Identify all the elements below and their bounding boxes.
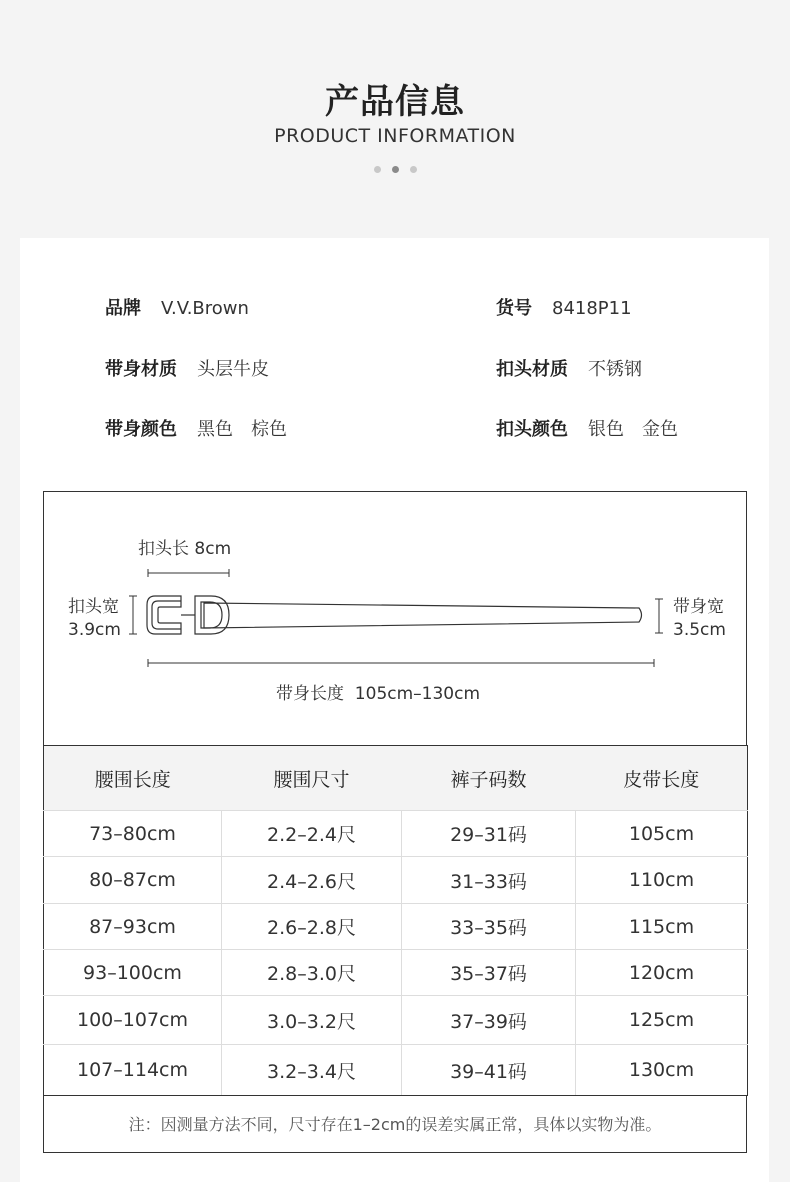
table-cell: 130cm (576, 1045, 748, 1096)
table-cell: 115cm (576, 904, 748, 950)
spec-value: 棕色 (251, 419, 287, 440)
strap-length-label: 带身长度 105cm–130cm (276, 684, 481, 704)
spec-buckle-color (496, 415, 678, 441)
spec-label: 扣头颜色 (496, 419, 568, 440)
table-cell: 39–41码 (402, 1045, 576, 1096)
column-header-waist-size: 腰围尺寸 (222, 746, 402, 811)
buckle-length-label: 扣头长 8cm (138, 539, 232, 559)
spec-brand (105, 294, 249, 320)
table-cell: 125cm (576, 996, 748, 1045)
table-cell: 2.2–2.4尺 (222, 811, 402, 857)
table-cell: 31–33码 (402, 857, 576, 904)
spec-label: 带身颜色 (105, 419, 177, 440)
measurement-note: 注：因测量方法不同，尺寸存在1–2cm的误差实属正常，具体以实物为准。 (43, 1095, 747, 1153)
size-table (43, 745, 748, 1096)
spec-buckle-material (496, 355, 642, 381)
dot (410, 166, 417, 173)
table-cell: 37–39码 (402, 996, 576, 1045)
spec-label: 扣头材质 (496, 359, 568, 380)
buckle-width-label: 扣头宽 (68, 597, 119, 617)
buckle-inner (152, 601, 181, 629)
spec-value: 黑色 (197, 419, 233, 440)
spec-value: 8418P11 (552, 298, 632, 319)
table-cell: 105cm (576, 811, 748, 857)
table-cell: 2.4–2.6尺 (222, 857, 402, 904)
table-header-row (44, 746, 748, 811)
spec-value: 不锈钢 (588, 359, 642, 380)
table-row (44, 996, 748, 1045)
table-row (44, 904, 748, 950)
table-cell: 3.0–3.2尺 (222, 996, 402, 1045)
buckle-width-value: 3.9cm (68, 620, 121, 640)
belt-strap (204, 603, 642, 628)
table-cell: 107–114cm (44, 1045, 222, 1096)
spec-value: 金色 (642, 419, 678, 440)
spec-strap-material (105, 355, 269, 381)
spec-value: 银色 (588, 419, 624, 440)
table-cell: 2.8–3.0尺 (222, 950, 402, 996)
belt-illustration (147, 596, 642, 634)
table-row (44, 857, 748, 904)
dot (374, 166, 381, 173)
header (0, 0, 790, 238)
dimension-lines (129, 569, 663, 667)
spec-item-no (496, 294, 632, 320)
table-cell: 2.6–2.8尺 (222, 904, 402, 950)
spec-label: 品牌 (105, 298, 141, 319)
table-cell: 100–107cm (44, 996, 222, 1045)
spec-strap-color (105, 415, 287, 441)
page-subtitle: PRODUCT INFORMATION (274, 125, 516, 147)
table-cell: 29–31码 (402, 811, 576, 857)
spec-label: 带身材质 (105, 359, 177, 380)
table-cell: 3.2–3.4尺 (222, 1045, 402, 1096)
spec-value: 头层牛皮 (197, 359, 269, 380)
belt-diagram (43, 491, 747, 746)
column-header-pants-size: 裤子码数 (402, 746, 576, 811)
table-cell: 33–35码 (402, 904, 576, 950)
table-row (44, 1045, 748, 1096)
column-header-belt-length: 皮带长度 (576, 746, 748, 811)
table-cell: 120cm (576, 950, 748, 996)
belt-diagram-svg (44, 492, 748, 747)
table-cell: 35–37码 (402, 950, 576, 996)
table-cell: 73–80cm (89, 822, 176, 845)
column-header-waist-length: 腰围长度 (44, 746, 222, 811)
table-cell: 80–87cm (44, 857, 222, 904)
dot-active (392, 166, 399, 173)
spec-value: V.V.Brown (161, 298, 249, 319)
table-cell: 93–100cm (44, 950, 222, 996)
pagination-dots (0, 166, 790, 173)
table-row (44, 811, 748, 857)
strap-width-label: 带身宽 (673, 597, 724, 617)
page-title: 产品信息 (325, 82, 465, 122)
spec-label: 货号 (496, 298, 532, 319)
table-cell: 87–93cm (44, 904, 222, 950)
table-cell: 110cm (576, 857, 748, 904)
strap-width-value: 3.5cm (673, 620, 726, 640)
table-row (44, 950, 748, 996)
